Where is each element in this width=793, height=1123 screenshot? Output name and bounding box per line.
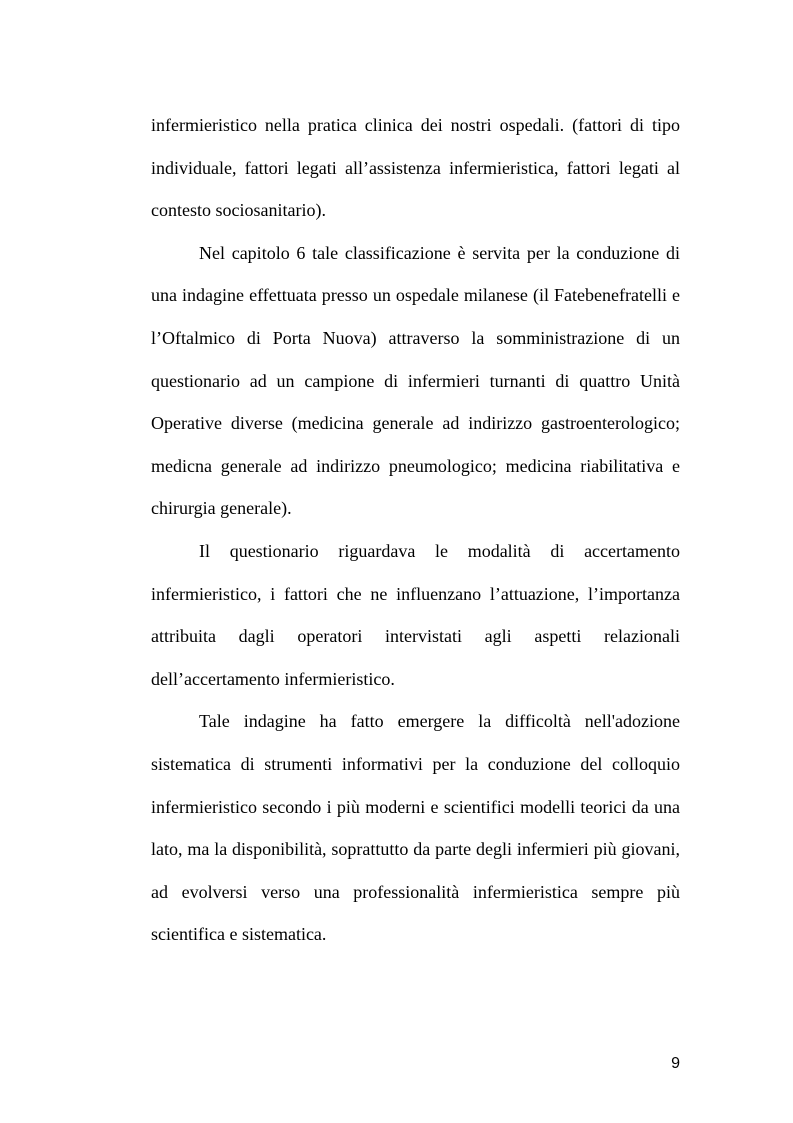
page-number: 9 bbox=[671, 1055, 680, 1072]
paragraph-questionnaire: Il questionario riguardava le modalità di accertamento infermieristico, i fattori che ne influenzano l’attuazione, l’importanza attribuita dagli operatori intervistati agli aspetti relazionali dell’accertamento infermieristico. bbox=[151, 540, 680, 689]
paragraph-chapter-6: Nel capitolo 6 tale classificazione è servita per la conduzione di una indagine effettuata presso un ospedale milanese (il Fatebenefratelli e l’Oftalmico di Porta Nuova) attraverso la somministrazione di un questionario ad un campione di infermieri turnanti di quattro Unità Operative diverse (medicina generale ad indirizzo gastroenterologico; medicna generale ad indirizzo pneumologico; medicina riabilitativa e chirurgia generale). bbox=[151, 242, 680, 519]
body-text bbox=[151, 104, 680, 956]
paragraph-findings: Tale indagine ha fatto emergere la difficoltà nell'adozione sistematica di strumenti informativi per la conduzione del colloquio infermieristico secondo i più moderni e scientifici modelli teorici da una lato, ma la disponibilità, soprattutto da parte degli infermieri più giovani, ad evolversi verso una professionalità infermieristica sempre più scientifica e sistematica. bbox=[151, 711, 680, 945]
paragraph-continuation: infermieristico nella pratica clinica dei nostri ospedali. (fattori di tipo individuale, fattori legati all’assistenza infermieristica, fattori legati al contesto sociosanitario). bbox=[151, 115, 680, 221]
